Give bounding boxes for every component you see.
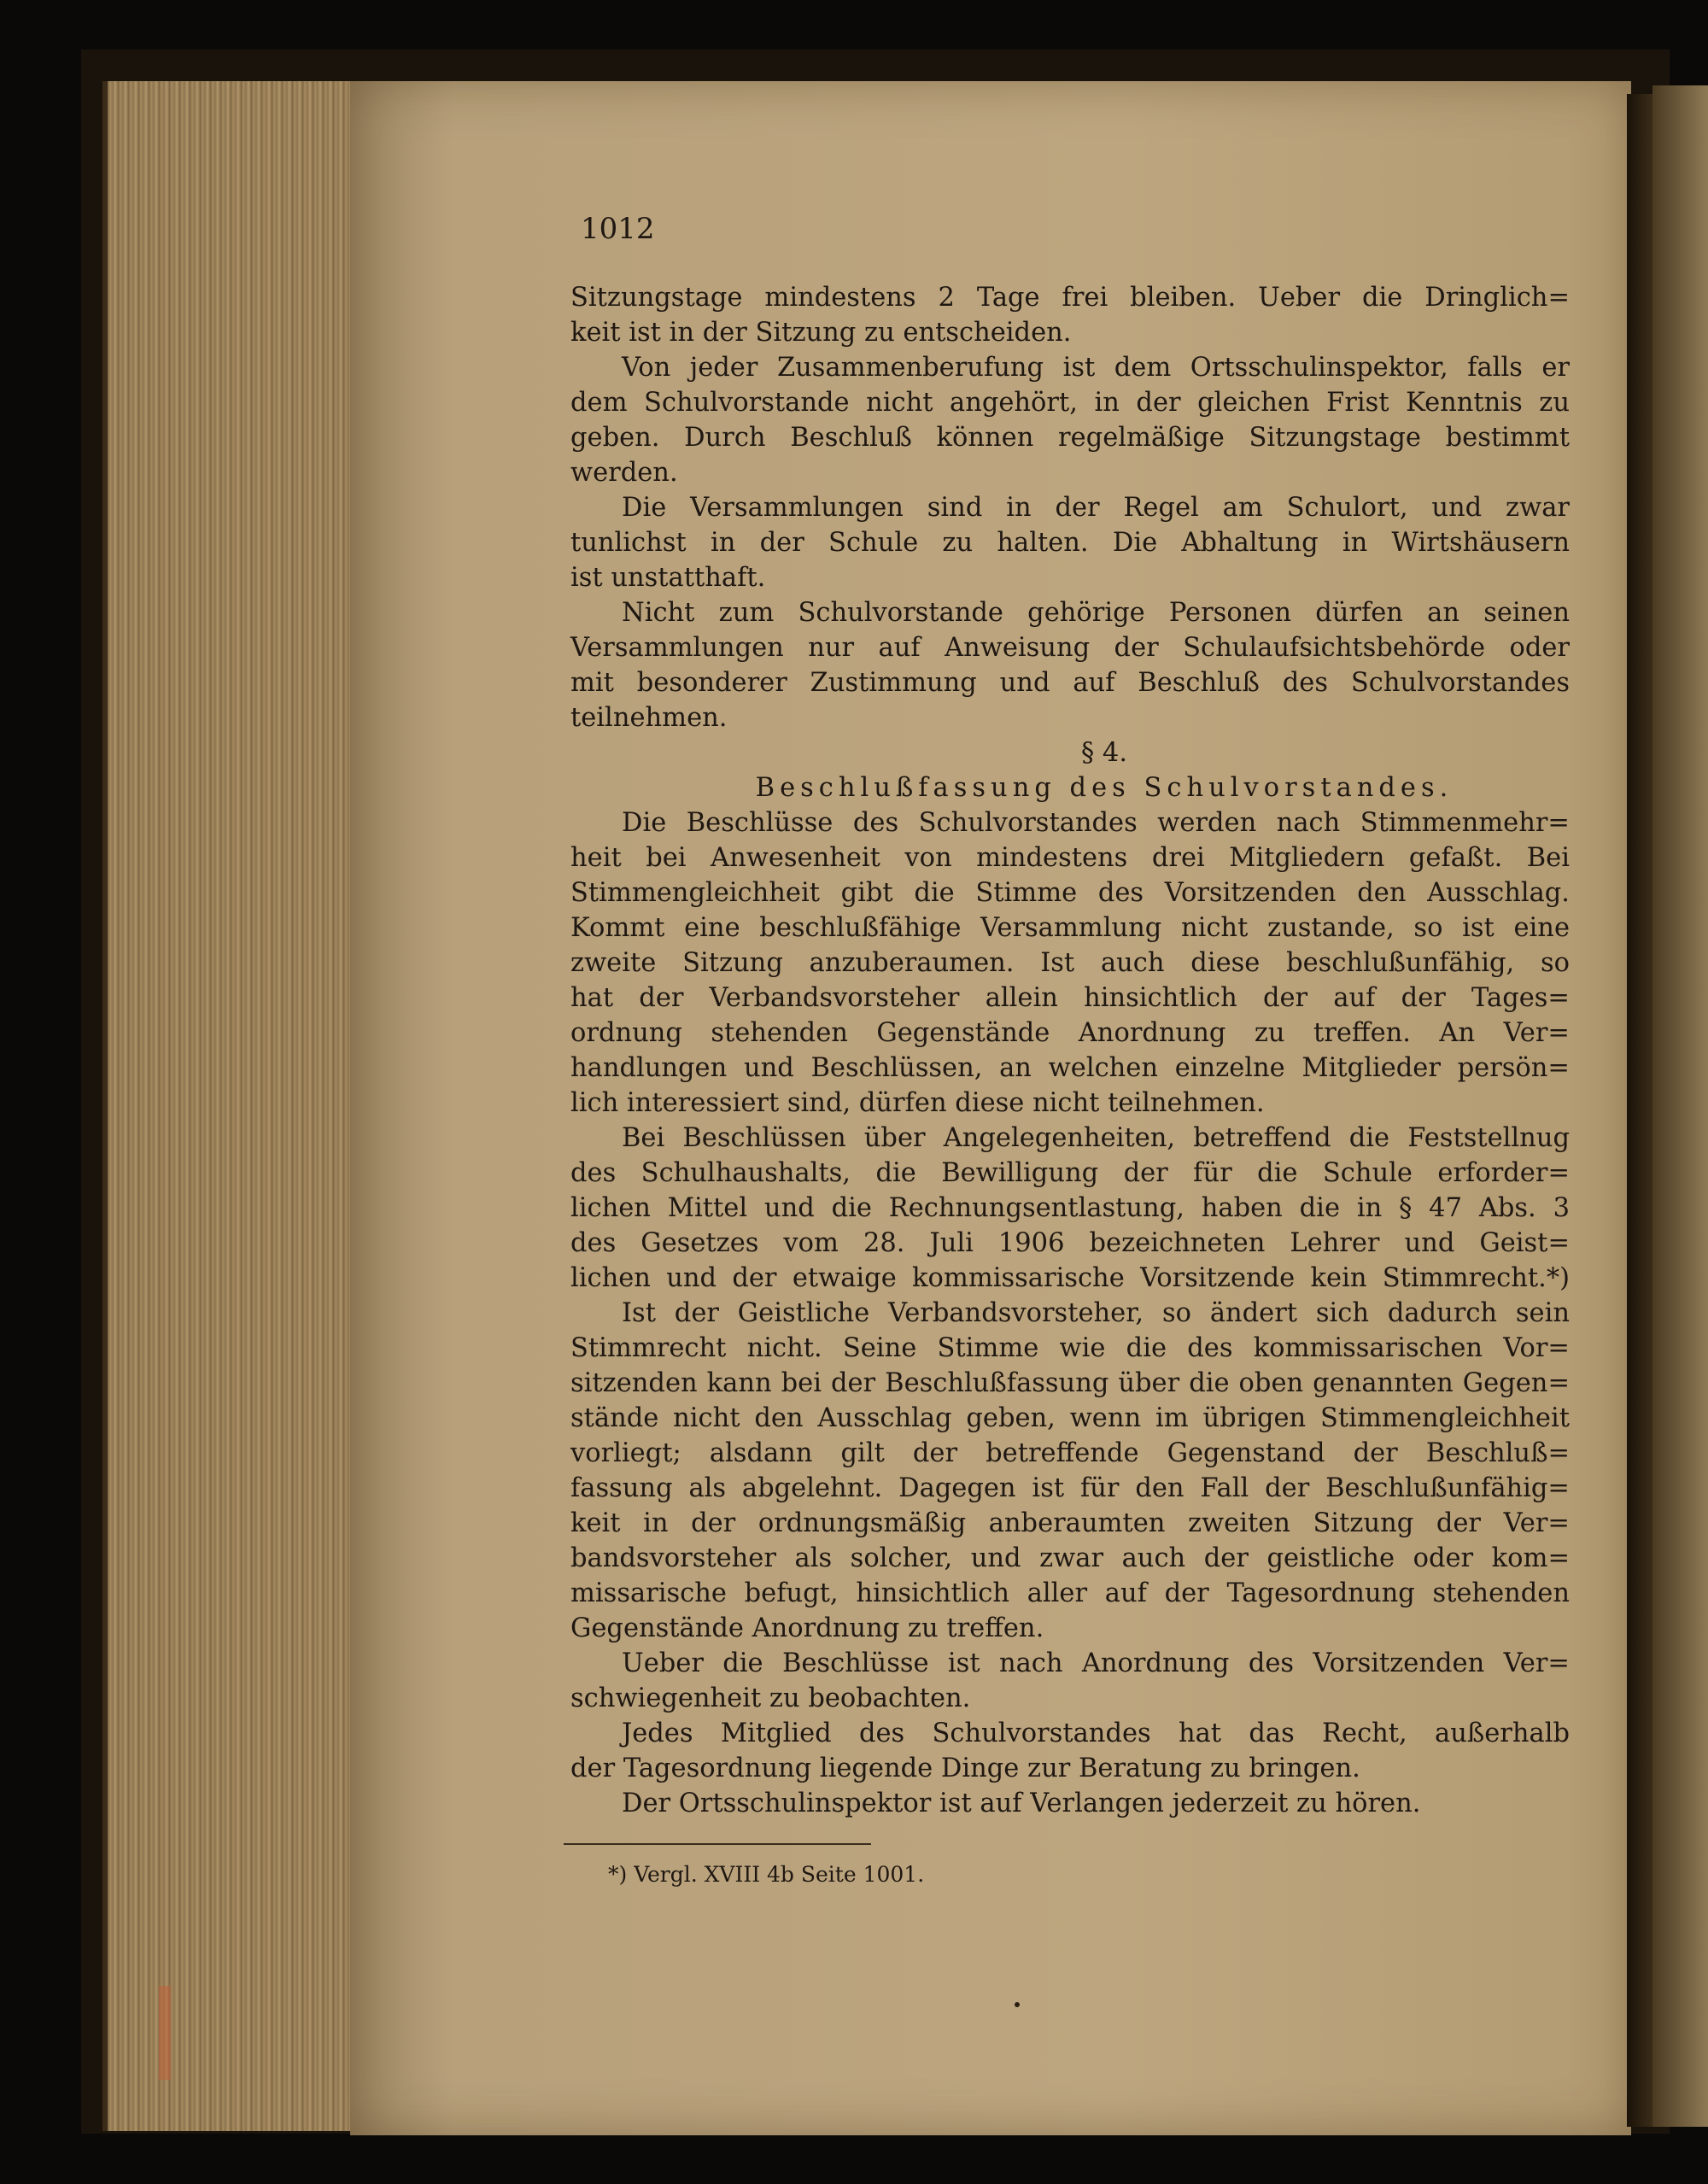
- text-line: Sitzungstage mindestens 2 Tage frei bleiben. Ueber die Dringlich=: [570, 283, 1570, 313]
- page-number: 1012: [581, 212, 655, 246]
- text-line: handlungen und Beschlüssen, an welchen einzelne Mitglieder persön=: [570, 1053, 1570, 1083]
- text-line: Ueber die Beschlüsse ist nach Anordnung des Vorsitzenden Ver=: [622, 1648, 1570, 1678]
- text-line: Die Beschlüsse des Schulvorstandes werden nach Stimmenmehr=: [622, 808, 1570, 838]
- text-line: mit besonderer Zustimmung und auf Beschluß des Schulvorstandes: [570, 668, 1570, 698]
- text-line: bandsvorsteher als solcher, und zwar auch der geistliche oder kom=: [570, 1543, 1570, 1573]
- text-line: hat der Verbandsvorsteher allein hinsichtlich der auf der Tages=: [570, 983, 1570, 1013]
- text-line: dem Schulvorstande nicht angehört, in der gleichen Frist Kenntnis zu: [570, 388, 1570, 418]
- page-stack-edge: [102, 81, 355, 2131]
- text-line: Bei Beschlüssen über Angelegenheiten, betreffend die Feststellnug: [622, 1123, 1570, 1153]
- text-line: des Schulhaushalts, die Bewilligung der für die Schule erforder=: [570, 1158, 1570, 1188]
- text-line: Kommt eine beschlußfähige Versammlung nicht zustande, so ist eine: [570, 913, 1570, 943]
- text-line: Versammlungen nur auf Anweisung der Schulaufsichtsbehörde oder: [570, 633, 1570, 663]
- facing-page-edge: [1652, 85, 1708, 2127]
- text-line: ordnung stehenden Gegenstände Anordnung zu treffen. An Ver=: [570, 1018, 1570, 1048]
- text-line: Die Versammlungen sind in der Regel am Schulort, und zwar: [622, 493, 1570, 523]
- text-line: stände nicht den Ausschlag geben, wenn im übrigen Stimmengleichheit: [570, 1403, 1570, 1433]
- text-line: Von jeder Zusammenberufung ist dem Ortsschulinspektor, falls er: [622, 353, 1570, 383]
- text-line: lich interessiert sind, dürfen diese nicht teilnehmen.: [570, 1088, 1265, 1118]
- text-line: fassung als abgelehnt. Dagegen ist für den Fall der Beschlußunfähig=: [570, 1473, 1570, 1503]
- text-line: sitzenden kann bei der Beschlußfassung über die oben genannten Gegen=: [570, 1368, 1570, 1398]
- text-line: geben. Durch Beschluß können regelmäßige Sitzungstage bestimmt: [570, 423, 1570, 453]
- ink-dot: [1015, 2002, 1020, 2007]
- text-line: zweite Sitzung anzuberaumen. Ist auch diese beschlußunfähig, so: [570, 948, 1570, 978]
- section-title: Beschlußfassung des Schulvorstandes.: [755, 773, 1454, 803]
- text-line: Nicht zum Schulvorstande gehörige Personen dürfen an seinen: [622, 598, 1570, 628]
- text-line: vorliegt; alsdann gilt der betreffende Gegenstand der Beschluß=: [570, 1438, 1570, 1468]
- paragraphs-before-section: [570, 280, 1570, 735]
- paragraphs-after-section: [570, 805, 1570, 1821]
- main-text: [570, 280, 1570, 1821]
- text-line: heit bei Anwesenheit von mindestens drei Mitgliedern gefaßt. Bei: [570, 843, 1570, 873]
- text-line: Der Ortsschulinspektor ist auf Verlangen jederzeit zu hören.: [622, 1789, 1421, 1818]
- text-line: der Tagesordnung liegende Dinge zur Beratung zu bringen.: [570, 1754, 1360, 1783]
- text-line: des Gesetzes vom 28. Juli 1906 bezeichneten Lehrer und Geist=: [570, 1228, 1570, 1258]
- footnote-rule: [564, 1843, 871, 1845]
- text-line: Stimmengleichheit gibt die Stimme des Vorsitzenden den Ausschlag.: [570, 878, 1570, 908]
- text-line: keit in der ordnungsmäßig anberaumten zweiten Sitzung der Ver=: [570, 1508, 1570, 1538]
- text-line: lichen Mittel und die Rechnungsentlastung, haben die in § 47 Abs. 3: [570, 1193, 1570, 1223]
- text-line: Stimmrecht nicht. Seine Stimme wie die des kommissarischen Vor=: [570, 1333, 1570, 1363]
- text-line: tunlichst in der Schule zu halten. Die Abhaltung in Wirtshäusern: [570, 528, 1570, 558]
- text-line: lichen und der etwaige kommissarische Vorsitzende kein Stimmrecht.*): [570, 1263, 1570, 1293]
- text-line: missarische befugt, hinsichtlich aller auf der Tagesordnung stehenden: [570, 1578, 1570, 1608]
- text-line: keit ist in der Sitzung zu entscheiden.: [570, 318, 1072, 348]
- text-line: werden.: [570, 458, 678, 488]
- footnote: *) Vergl. XVIII 4b Seite 1001.: [608, 1862, 925, 1887]
- text-line: Gegenstände Anordnung zu treffen.: [570, 1613, 1044, 1643]
- text-line: ist unstatthaft.: [570, 563, 766, 593]
- section-number: § 4.: [1080, 738, 1128, 768]
- text-line: schwiegenheit zu beobachten.: [570, 1683, 971, 1713]
- text-line: Jedes Mitglied des Schulvorstandes hat das Recht, außerhalb: [622, 1719, 1570, 1748]
- book-gutter: [1627, 94, 1652, 2127]
- text-line: teilnehmen.: [570, 703, 728, 733]
- text-line: Ist der Geistliche Verbandsvorsteher, so ändert sich dadurch sein: [622, 1298, 1570, 1328]
